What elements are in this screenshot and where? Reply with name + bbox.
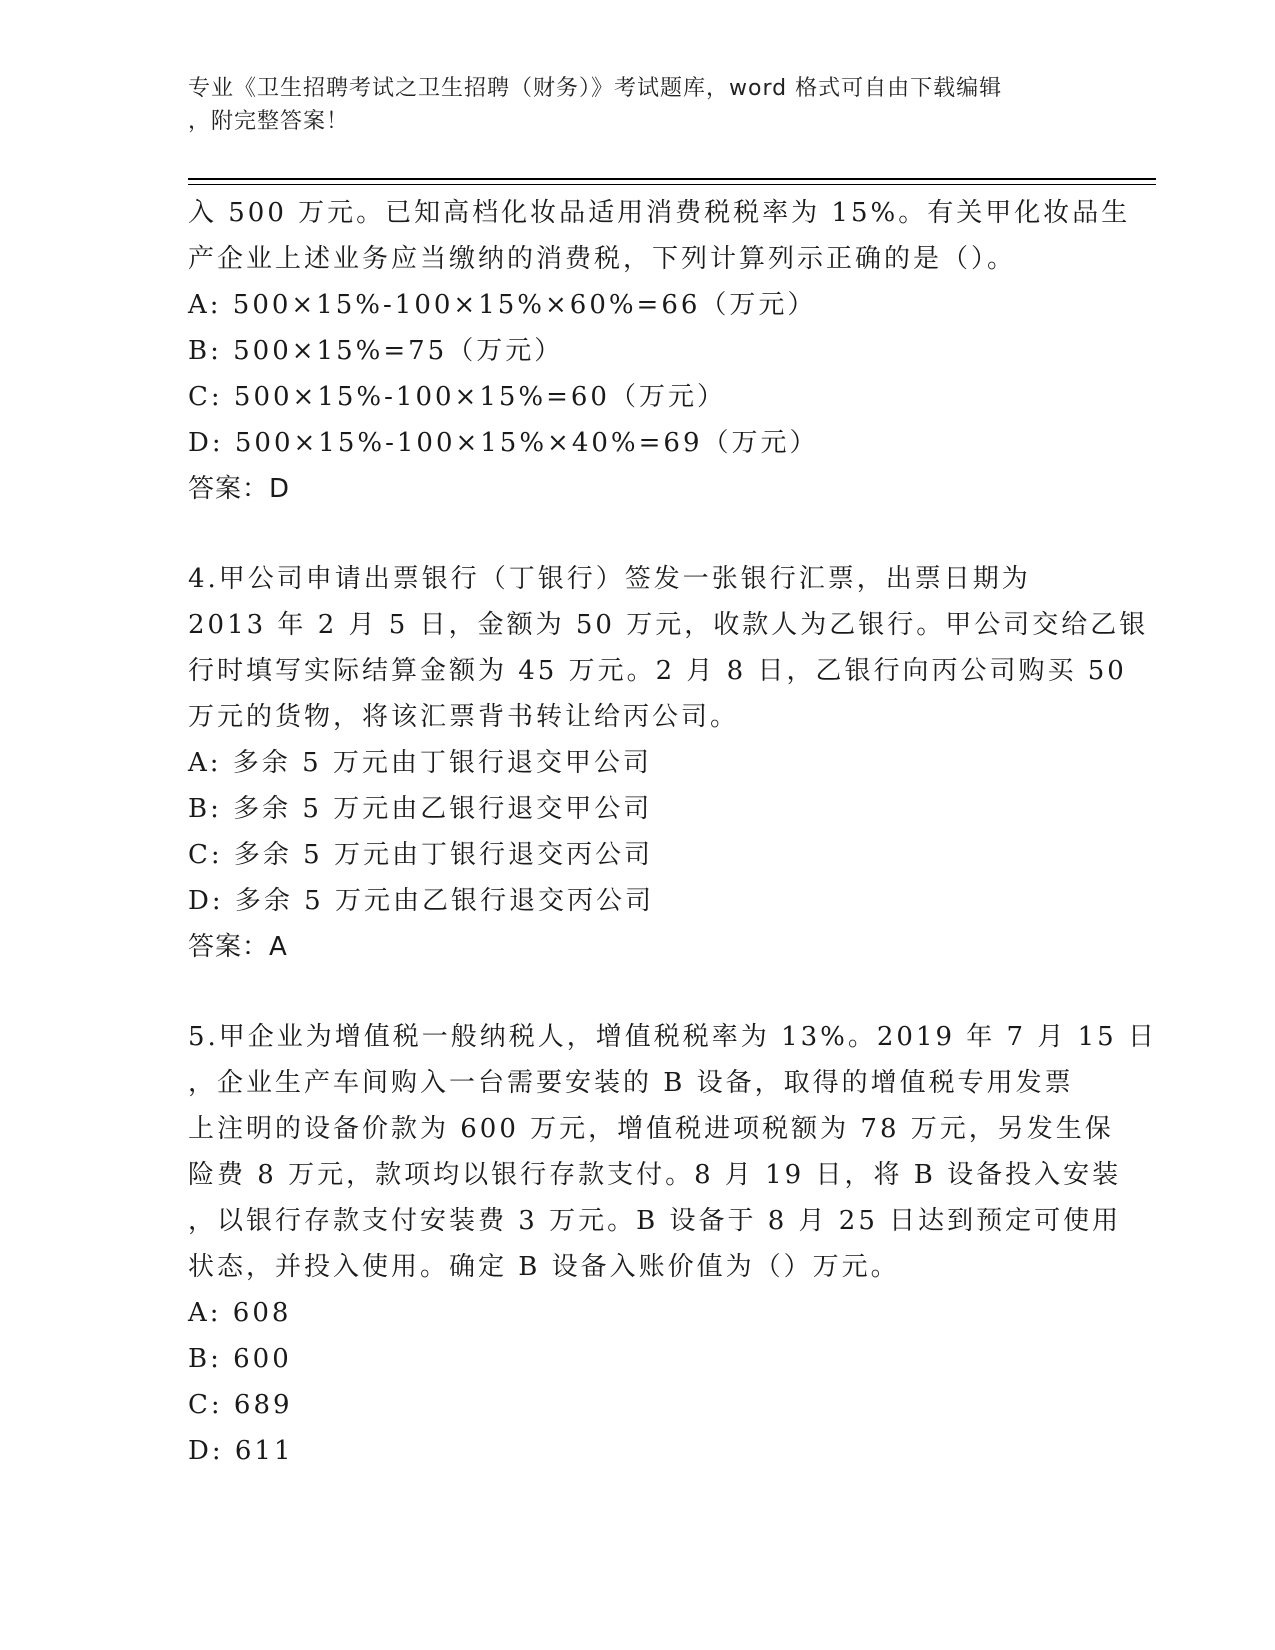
question-5-stem-line: 上注明的设备价款为 600 万元，增值税进项税额为 78 万元，另发生保 [188, 1114, 1114, 1144]
header-divider-thin [188, 184, 1156, 185]
question-5-stem-line: 5.甲企业为增值税一般纳税人，增值税税率为 13%。2019 年 7 月 15 日 [188, 1022, 1157, 1052]
question-3-option-c: C: 500×15%-100×15%=60（万元） [188, 382, 726, 412]
spacer [188, 970, 1088, 1014]
question-5 [188, 1014, 1157, 1474]
question-3-option-a: A: 500×15%-100×15%×60%=66（万元） [188, 290, 817, 320]
question-4-option-a: A: 多余 5 万元由丁银行退交甲公司 [188, 748, 652, 778]
question-4-option-c: C: 多余 5 万元由丁银行退交丙公司 [188, 840, 653, 870]
question-3-option-b: B: 500×15%=75（万元） [188, 336, 564, 366]
question-4-option-d: D: 多余 5 万元由乙银行退交丙公司 [188, 886, 654, 916]
question-5-stem-line: ，以银行存款支付安装费 3 万元。B 设备于 8 月 25 日达到预定可使用 [188, 1206, 1122, 1236]
question-4-stem-line: 2013 年 2 月 5 日，金额为 50 万元，收款人为乙银行。甲公司交给乙银 [188, 610, 1149, 640]
spacer [188, 512, 1088, 556]
question-3 [188, 190, 1131, 512]
question-content [188, 190, 1157, 1474]
header-divider-thick [188, 178, 1156, 180]
question-5-option-d: D: 611 [188, 1436, 294, 1466]
question-3-option-d: D: 500×15%-100×15%×40%=69（万元） [188, 428, 819, 458]
header-line-2: ，附完整答案！ [188, 109, 350, 134]
question-4-stem-line: 4.甲公司申请出票银行（丁银行）签发一张银行汇票，出票日期为 [188, 564, 1031, 594]
question-4-stem-line: 行时填写实际结算金额为 45 万元。2 月 8 日，乙银行向丙公司购买 50 [188, 656, 1127, 686]
question-4 [188, 556, 1149, 970]
question-4-option-b: B: 多余 5 万元由乙银行退交甲公司 [188, 794, 653, 824]
question-5-stem-line: ，企业生产车间购入一台需要安装的 B 设备，取得的增值税专用发票 [188, 1068, 1074, 1098]
question-5-option-a: A: 608 [188, 1298, 292, 1328]
header-line-1: 专业《卫生招聘考试之卫生招聘（财务）》考试题库，word 格式可自由下载编辑 [188, 76, 1003, 101]
question-5-option-b: B: 600 [188, 1344, 292, 1374]
question-3-stem-line: 产企业上述业务应当缴纳的消费税，下列计算列示正确的是（）。 [188, 244, 1017, 274]
question-3-answer: 答案：D [188, 474, 291, 504]
question-4-stem-line: 万元的货物，将该汇票背书转让给丙公司。 [188, 702, 740, 732]
question-5-stem-line: 状态，并投入使用。确定 B 设备入账价值为（）万元。 [188, 1252, 900, 1282]
question-3-stem-line: 入 500 万元。已知高档化妆品适用消费税税率为 15%。有关甲化妆品生 [188, 198, 1131, 228]
question-4-answer: 答案：A [188, 932, 288, 962]
question-5-option-c: C: 689 [188, 1390, 293, 1420]
question-5-stem-line: 险费 8 万元，款项均以银行存款支付。8 月 19 日，将 B 设备投入安装 [188, 1160, 1122, 1190]
document-header [188, 72, 1088, 138]
